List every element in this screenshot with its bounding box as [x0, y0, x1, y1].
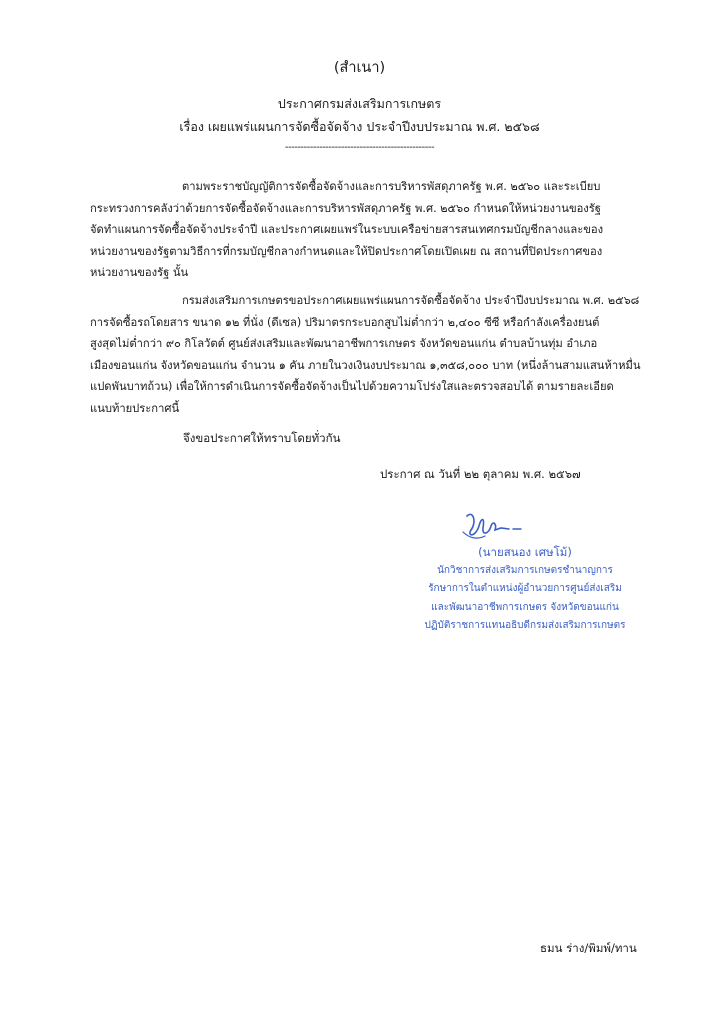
signer-position-line: ปฏิบัติราชการแทนอธิบดีกรมส่งเสริมการเกษตร [424, 620, 626, 631]
announcement-date: ประกาศ ณ วันที่ ๒๒ ตุลาคม พ.ศ. ๒๕๖๗ [380, 467, 581, 481]
paragraph-line: กระทรวงการคลังว่าด้วยการจัดซื้อจัดจ้างและการบริหารพัสดุภาครัฐ พ.ศ. ๒๕๖๐ กำหนดให้หน่วยงานของรัฐ [90, 201, 601, 215]
signer-name: (นายสนอง เศษโม้) [478, 545, 572, 559]
drafter-note: ธมน ร่าง/พิมพ์/ทาน [540, 941, 637, 955]
paragraph-line: ตามพระราชบัญญัติการจัดซื้อจัดจ้างและการบริหารพัสดุภาครัฐ พ.ศ. ๒๕๖๐ และระเบียบ [182, 180, 601, 193]
paragraph-line: แปดพันบาทถ้วน) เพื่อให้การดำเนินการจัดซื้อจัดจ้างเป็นไปด้วยความโปร่งใสและตรวจสอบได้ ตามรายละเอียด [90, 380, 614, 393]
paragraph-line: กรมส่งเสริมการเกษตรขอประกาศเผยแพร่แผนการจัดซื้อจัดจ้าง ประจำปีงบประมาณ พ.ศ. ๒๕๖๘ [182, 294, 640, 307]
signer-position-line: รักษาการในตำแหน่งผู้อำนวยการศูนย์ส่งเสริม [428, 583, 622, 594]
paragraph-line: แนบท้ายประกาศนี้ [90, 401, 180, 415]
signer-position-line: และพัฒนาอาชีพการเกษตร จังหวัดขอนแก่น [431, 601, 619, 613]
paragraph-procurement-details [90, 290, 682, 419]
paragraph-line: หน่วยงานของรัฐตามวิธีการที่กรมบัญชีกลางกำหนดและให้ปิดประกาศโดยเปิดเผย ณ สถานที่ปิดประกาศของ [90, 244, 603, 258]
paragraph-line: การจัดซื้อรถโดยสาร ขนาด ๑๒ ที่นั่ง (ดีเซล) ปริมาตรกระบอกสูบไม่ต่ำกว่า ๒,๔๐๐ ซีซี หรือกำลังเครื่องยนต์ [90, 315, 600, 329]
signer-block [310, 543, 719, 636]
closing-statement: จึงขอประกาศให้ทราบโดยทั่วกัน [183, 431, 341, 445]
paragraph-line: เมืองขอนแก่น จังหวัดขอนแก่น จำนวน ๑ คัน ภายในวงเงินงบประมาณ ๑,๓๕๘,๐๐๐ บาท (หนึ่งล้านสามแสนห้าหมื่น [90, 358, 641, 372]
signer-position-line: นักวิชาการส่งเสริมการเกษตรชำนาญการ [437, 564, 613, 576]
announcement-subject: เรื่อง เผยแพร่แผนการจัดซื้อจัดจ้าง ประจำปีงบประมาณ พ.ศ. ๒๕๖๘ [179, 119, 540, 134]
paragraph-line: หน่วยงานของรัฐ นั้น [90, 266, 189, 279]
announcement-heading: ประกาศกรมส่งเสริมการเกษตร [277, 96, 442, 111]
divider-line: ------------------------------------------------ [284, 142, 435, 153]
paragraph-legal-basis [90, 176, 682, 284]
paragraph-line: จัดทำแผนการจัดซื้อจัดจ้างประจำปี และประกาศเผยแพร่ในระบบเครือข่ายสารสนเทศกรมบัญชีกลางและของ [90, 223, 604, 236]
paragraph-line: สูงสุดไม่ต่ำกว่า ๙๐ กิโลวัตต์ ศูนย์ส่งเสริมและพัฒนาอาชีพการเกษตร จังหวัดขอนแก่น ตำบลบ้านทุ่ม อำเภอ [90, 337, 598, 350]
copy-mark: (สำเนา) [333, 60, 386, 76]
handwritten-signature [455, 508, 555, 548]
